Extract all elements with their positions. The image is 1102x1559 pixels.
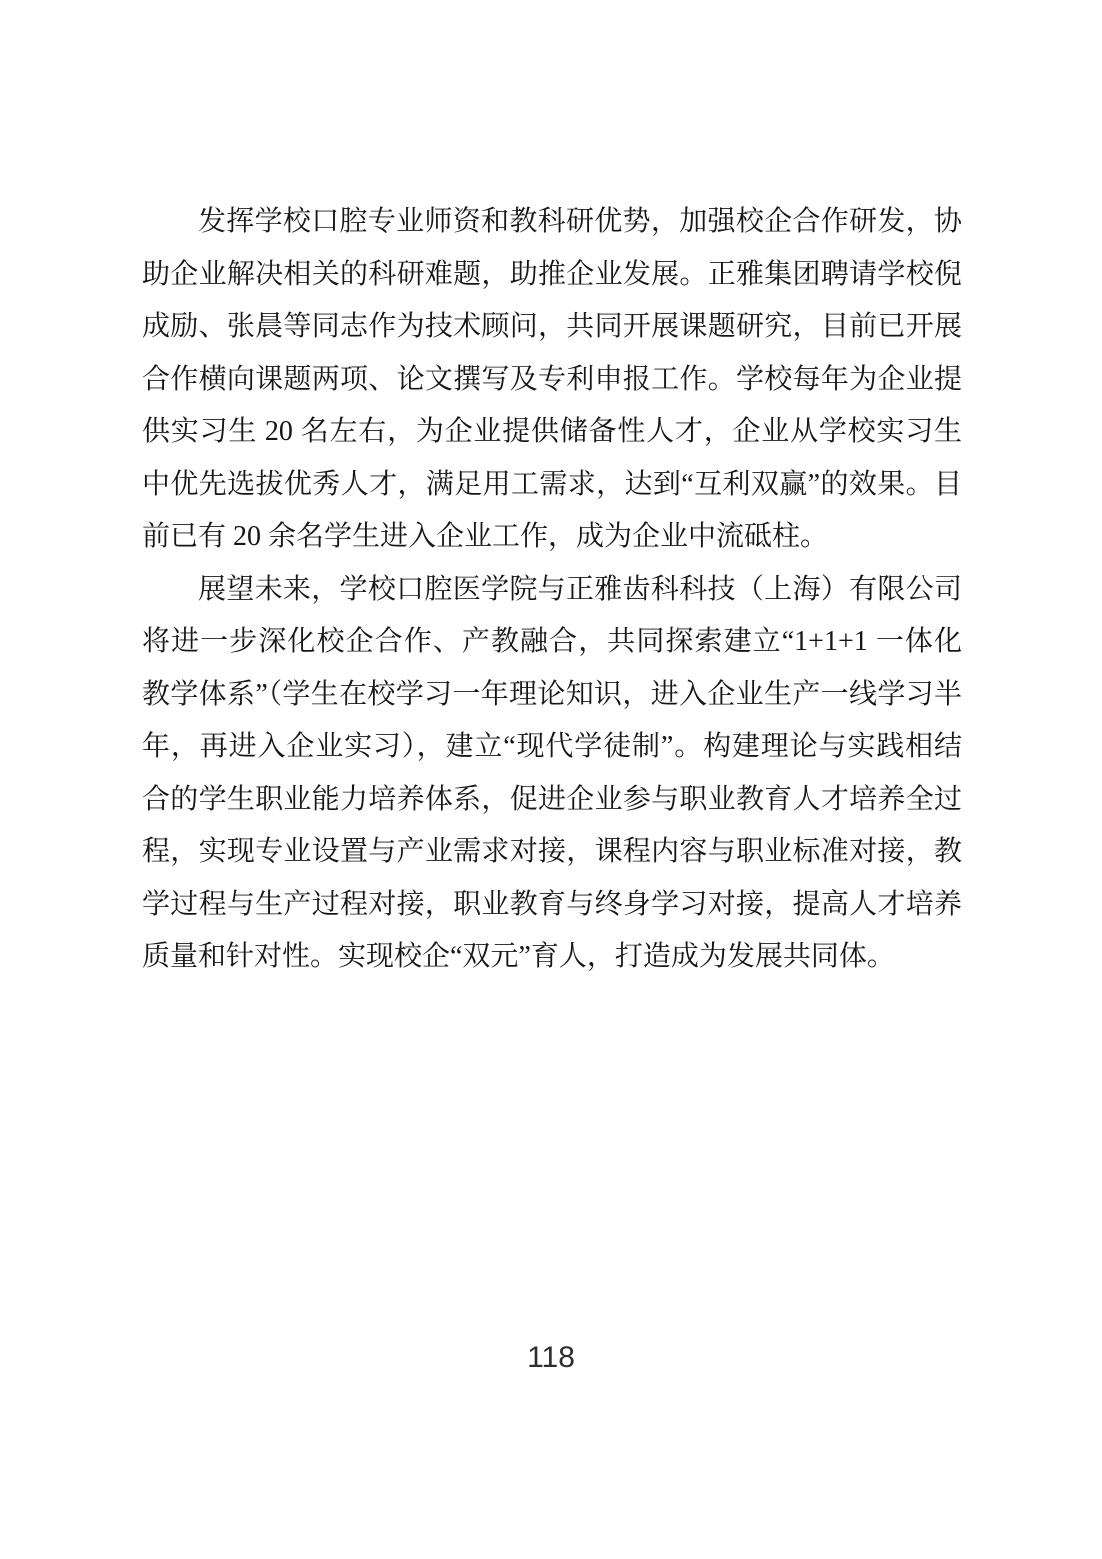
paragraph-1: 发挥学校口腔专业师资和教科研优势，加强校企合作研发，协助企业解决相关的科研难题，助推企业发展。正雅集团聘请学校倪成励、张晨等同志作为技术顾问，共同开展课题研究，目前已开展合作横向课题两项、论文撰写及专利申报工作。学校每年为企业提供实习生 20 名左右，为企业提供储备性人才，企业从学校实习生中优先选拔优秀人才，满足用工需求，达到“互利双赢”的效果。目前已有 20 余名学生进入企业工作，成为企业中流砥柱。 bbox=[142, 206, 962, 552]
paragraph-2: 展望未来，学校口腔医学院与正雅齿科科技（上海）有限公司将进一步深化校企合作、产教融合，共同探索建立“1+1+1 一体化教学体系”（学生在校学习一年理论知识，进入企业生产一线学习半年，再进入企业实习），建立“现代学徒制”。构建理论与实践相结合的学生职业能力培养体系，促进企业参与职业教育人才培养全过程，实现专业设置与产业需求对接，课程内容与职业标准对接，教学过程与生产过程对接，职业教育与终身学习对接，提高人才培养质量和针对性。实现校企“双元”育人，打造成为发展共同体。 bbox=[142, 573, 962, 972]
body-text bbox=[142, 196, 962, 984]
page-number: 118 bbox=[527, 1341, 575, 1374]
